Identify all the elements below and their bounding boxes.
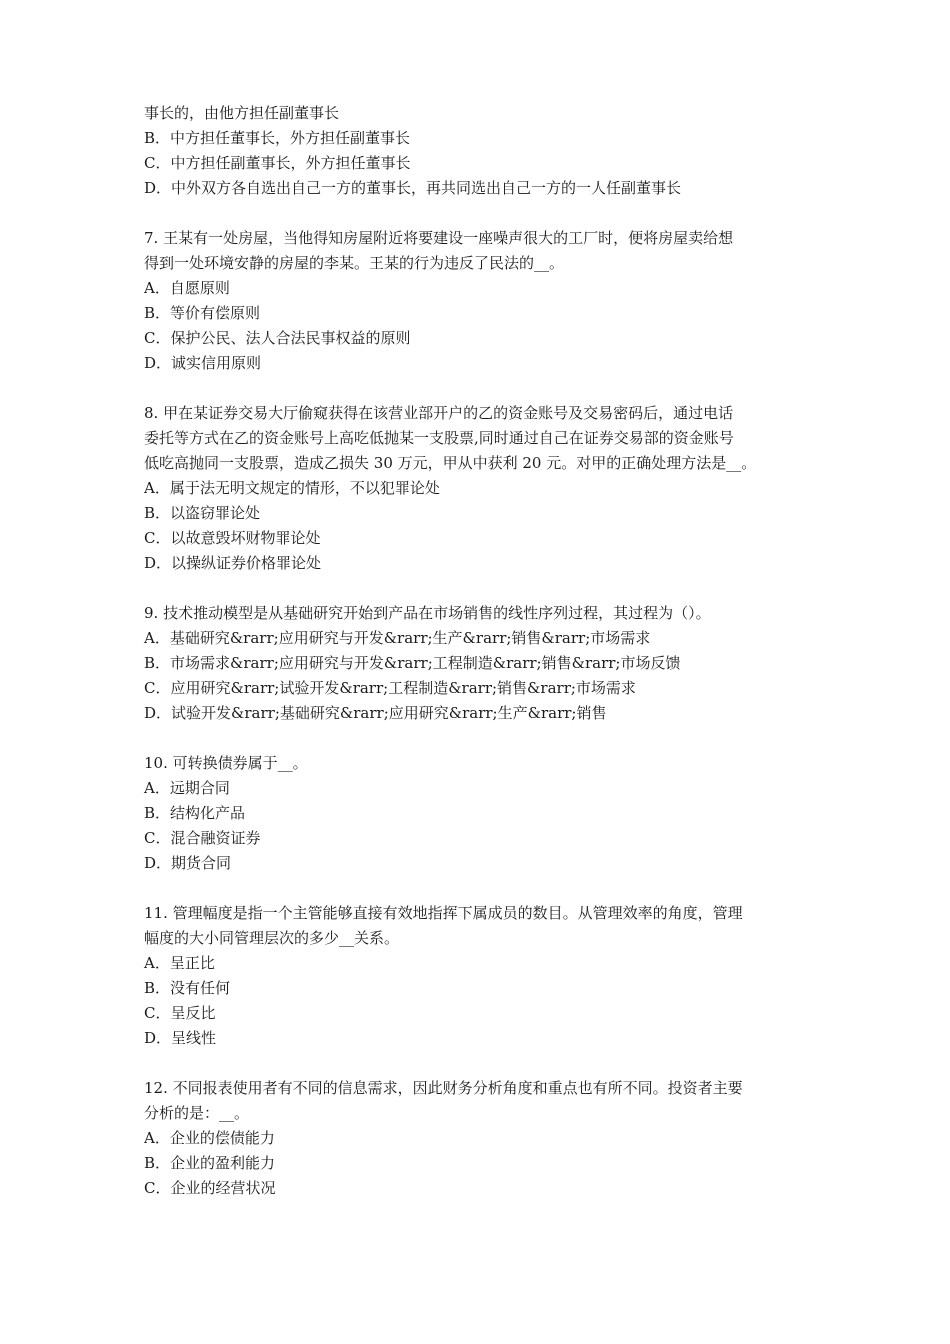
option-b: B．市场需求&rarr;应用研究与开发&rarr;工程制造&rarr;销售&rarr;市场反馈	[144, 654, 681, 672]
question-block-10	[144, 751, 824, 876]
question-block-7	[144, 226, 824, 376]
spacer	[144, 876, 824, 901]
option-a: A．自愿原则	[144, 279, 230, 297]
spacer	[144, 201, 824, 226]
option-c: C．以故意毁坏财物罪论处	[144, 529, 321, 547]
text-line: 事长的，由他方担任副董事长	[144, 104, 340, 122]
question-text: 11. 管理幅度是指一个主管能够直接有效地指挥下属成员的数目。从管理效率的角度，管理	[144, 904, 743, 922]
question-text: 低吃高抛同一支股票，造成乙损失 30 万元，甲从中获利 20 元。对甲的正确处理方法是__。	[144, 454, 757, 472]
question-block-8	[144, 401, 824, 576]
option-b: B．没有任何	[144, 979, 231, 997]
question-text: 7. 王某有一处房屋，当他得知房屋附近将要建设一座噪声很大的工厂时，便将房屋卖给想	[144, 229, 734, 247]
question-block-12	[144, 1076, 824, 1201]
question-block-6-tail	[144, 101, 824, 201]
spacer	[144, 726, 824, 751]
question-text: 得到一处环境安静的房屋的李某。王某的行为违反了民法的__。	[144, 254, 565, 272]
option-a: A．基础研究&rarr;应用研究与开发&rarr;生产&rarr;销售&rarr;市场需求	[144, 629, 651, 647]
spacer	[144, 376, 824, 401]
question-text: 10. 可转换债券属于__。	[144, 754, 308, 772]
spacer	[144, 1051, 824, 1076]
option-a: A．企业的偿债能力	[144, 1129, 275, 1147]
question-text: 9. 技术推动模型是从基础研究开始到产品在市场销售的线性序列过程，其过程为（）。	[144, 604, 711, 622]
spacer	[144, 576, 824, 601]
option-c: C．保护公民、法人合法民事权益的原则	[144, 329, 411, 347]
option-d: D．期货合同	[144, 854, 232, 872]
option-a: A．呈正比	[144, 954, 215, 972]
question-block-9	[144, 601, 824, 726]
option-d: D．以操纵证券价格罪论处	[144, 554, 322, 572]
question-text: 分析的是：__。	[144, 1104, 250, 1122]
option-d: D．中外双方各自选出自己一方的董事长，再共同选出自己一方的一人任副董事长	[144, 179, 682, 197]
option-c: C．呈反比	[144, 1004, 216, 1022]
question-text: 幅度的大小同管理层次的多少__关系。	[144, 929, 400, 947]
option-d: D．诚实信用原则	[144, 354, 262, 372]
question-text: 12. 不同报表使用者有不同的信息需求，因此财务分析角度和重点也有所不同。投资者主要	[144, 1079, 743, 1097]
option-d: D．呈线性	[144, 1029, 217, 1047]
option-a: A．远期合同	[144, 779, 230, 797]
option-d: D．试验开发&rarr;基础研究&rarr;应用研究&rarr;生产&rarr;销售	[144, 704, 607, 722]
option-b: B．中方担任董事长，外方担任副董事长	[144, 129, 411, 147]
option-c: C．企业的经营状况	[144, 1179, 276, 1197]
option-b: B．企业的盈利能力	[144, 1154, 276, 1172]
option-c: C．应用研究&rarr;试验开发&rarr;工程制造&rarr;销售&rarr;市场需求	[144, 679, 636, 697]
option-b: B．等价有偿原则	[144, 304, 261, 322]
question-text: 8. 甲在某证券交易大厅偷窥获得在该营业部开户的乙的资金账号及交易密码后，通过电话	[144, 404, 734, 422]
question-list	[144, 101, 824, 1201]
option-b: B．以盗窃罪论处	[144, 504, 261, 522]
question-block-11	[144, 901, 824, 1051]
option-c: C．中方担任副董事长，外方担任董事长	[144, 154, 411, 172]
option-a: A．属于法无明文规定的情形，不以犯罪论处	[144, 479, 440, 497]
option-c: C．混合融资证券	[144, 829, 261, 847]
option-b: B．结构化产品	[144, 804, 246, 822]
question-text: 委托等方式在乙的资金账号上高吃低抛某一支股票,同时通过自己在证券交易部的资金账号	[144, 429, 734, 447]
